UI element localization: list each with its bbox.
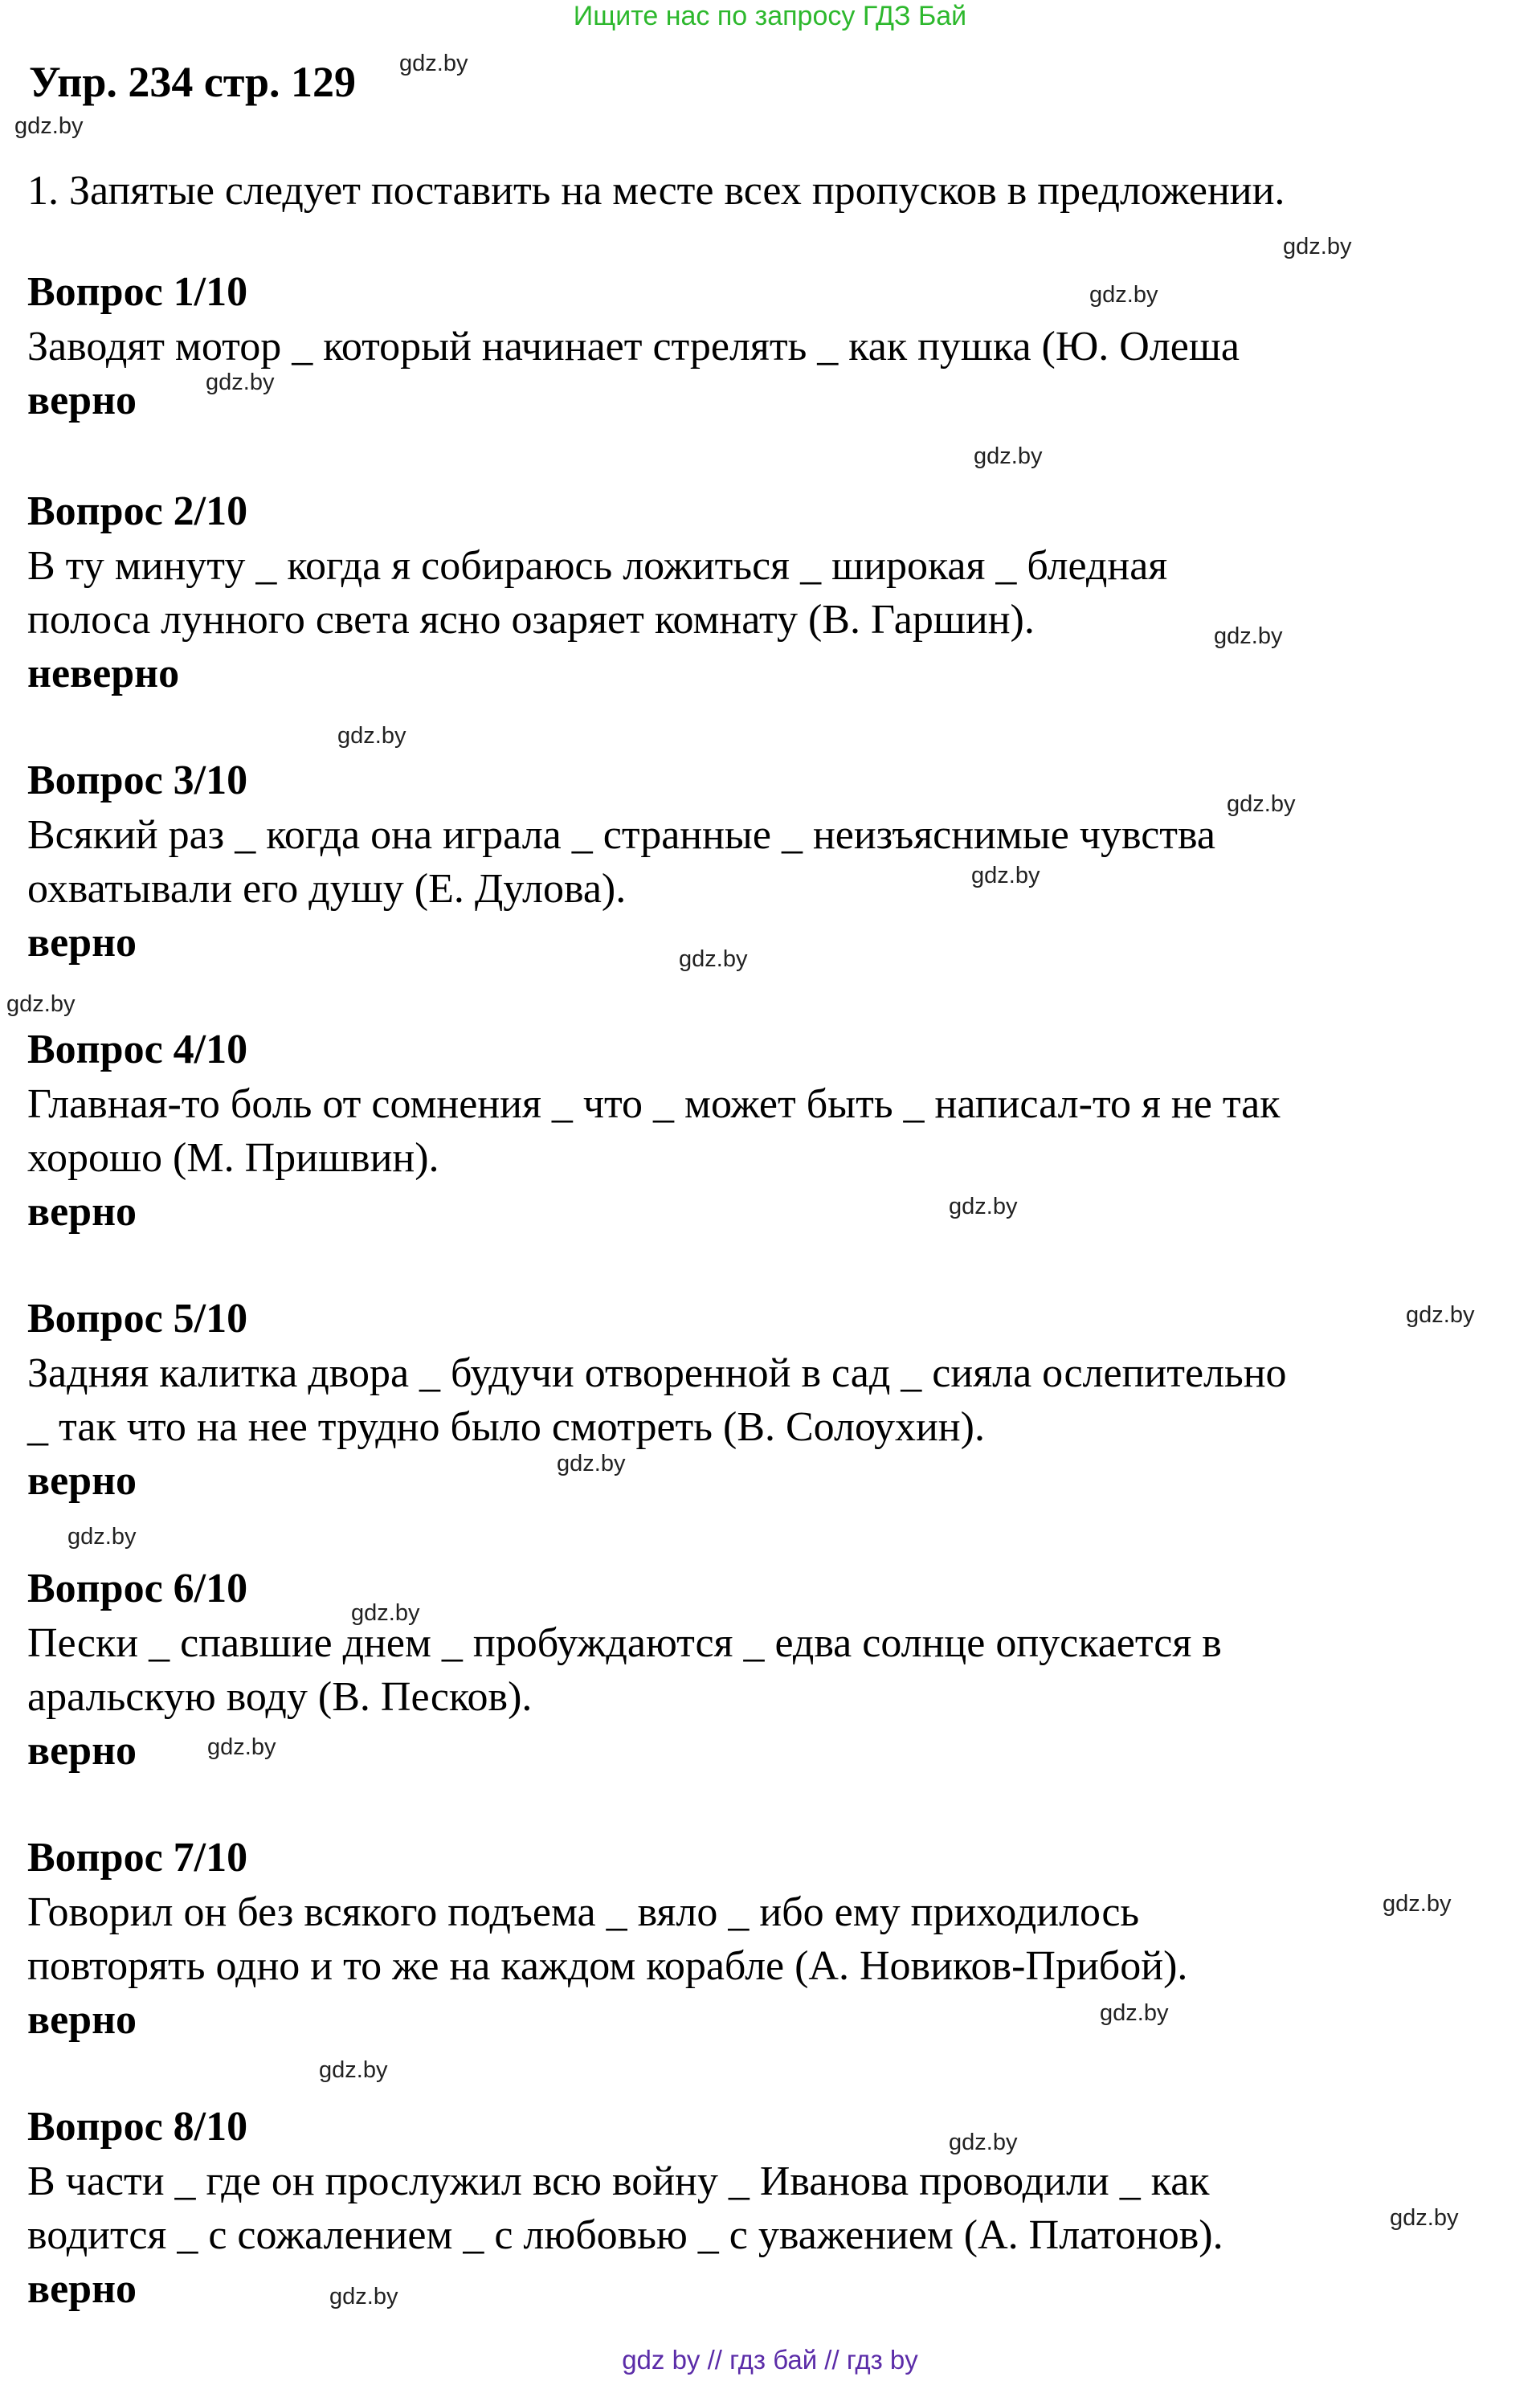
watermark: gdz.by [1100, 2000, 1169, 2026]
question-block [27, 2100, 1489, 2317]
watermark: gdz.by [949, 2130, 1018, 2155]
watermark: gdz.by [1227, 791, 1296, 817]
watermark: gdz.by [557, 1451, 626, 1476]
watermark: gdz.by [207, 1734, 276, 1760]
question-line: полоса лунного света ясно озаряет комнату (В. Гаршин). [27, 597, 1035, 643]
watermark: gdz.by [399, 51, 468, 76]
watermark: gdz.by [1406, 1302, 1475, 1328]
question-heading: Вопрос 2/10 [27, 488, 248, 534]
answer-verdict: верно [27, 1458, 137, 1504]
watermark: gdz.by [319, 2057, 388, 2083]
question-text [27, 1077, 1489, 1185]
question-line: Всякий раз _ когда она играла _ странные _ неизъяснимые чувства [27, 812, 1215, 858]
answer-verdict: верно [27, 1189, 137, 1235]
watermark: gdz.by [329, 2284, 398, 2310]
question-line: охватывали его душу (Е. Дулова). [27, 866, 627, 912]
question-block [27, 1023, 1489, 1240]
question-block [27, 265, 1489, 428]
question-line: В ту минуту _ когда я собираюсь ложиться _ широкая _ бледная [27, 543, 1168, 589]
question-line: водится _ с сожалением _ с любовью _ с уважением (А. Платонов). [27, 2212, 1223, 2258]
question-text [27, 1885, 1489, 1993]
question-line: Главная-то боль от сомнения _ что _ может быть _ написал-то я не так [27, 1081, 1281, 1127]
watermark: gdz.by [6, 991, 76, 1017]
question-heading: Вопрос 3/10 [27, 758, 248, 803]
question-line: Говорил он без всякого подъема _ вяло _ ибо ему приходилось [27, 1889, 1140, 1935]
answer-verdict: верно [27, 2266, 137, 2312]
watermark: gdz.by [206, 370, 275, 395]
question-block [27, 754, 1489, 970]
question-text [27, 320, 1489, 374]
question-text [27, 2154, 1489, 2262]
question-text [27, 1346, 1489, 1454]
footer-links: gdz by // гдз бай // гдз by [622, 2345, 918, 2375]
question-heading: Вопрос 5/10 [27, 1296, 248, 1342]
watermark: gdz.by [337, 723, 406, 749]
question-line: _ так что на нее трудно было смотреть (В. Солоухин). [27, 1404, 985, 1450]
watermark: gdz.by [1283, 234, 1352, 259]
watermark: gdz.by [971, 863, 1040, 888]
watermark: gdz.by [1214, 623, 1283, 649]
intro-text: 1. Запятые следует поставить на месте всех пропусков в предложении. [27, 168, 1285, 214]
question-heading: Вопрос 6/10 [27, 1566, 248, 1611]
question-text [27, 1616, 1489, 1724]
question-heading: Вопрос 8/10 [27, 2104, 248, 2150]
watermark: gdz.by [67, 1524, 137, 1550]
question-line: Заводят мотор _ который начинает стрелять _ как пушка (Ю. Олеша [27, 324, 1240, 370]
answer-verdict: верно [27, 1997, 137, 2043]
question-heading: Вопрос 1/10 [27, 269, 248, 315]
answer-verdict: верно [27, 920, 137, 966]
question-line: хорошо (М. Пришвин). [27, 1135, 439, 1181]
question-line: Пески _ спавшие днем _ пробуждаются _ едва солнце опускается в [27, 1620, 1222, 1666]
question-block [27, 484, 1489, 701]
page-title: Упр. 234 стр. 129 [29, 58, 357, 106]
question-line: Задняя калитка двора _ будучи отворенной в сад _ сияла ослепительно [27, 1350, 1287, 1396]
answer-verdict: верно [27, 378, 137, 423]
watermark: gdz.by [1383, 1891, 1452, 1917]
watermark: gdz.by [949, 1194, 1018, 1219]
answer-verdict: неверно [27, 651, 180, 696]
watermark: gdz.by [679, 946, 748, 972]
question-line: аральскую воду (В. Песков). [27, 1674, 533, 1720]
watermark: gdz.by [1089, 282, 1158, 308]
watermark: gdz.by [974, 443, 1043, 469]
question-line: повторять одно и то же на каждом корабле (А. Новиков-Прибой). [27, 1943, 1188, 1989]
watermark: gdz.by [14, 113, 84, 139]
answer-verdict: верно [27, 1728, 137, 1774]
question-line: В части _ где он прослужил всю войну _ Иванова проводили _ как [27, 2158, 1210, 2204]
top-banner: Ищите нас по запросу ГДЗ Бай [573, 1, 967, 31]
question-heading: Вопрос 4/10 [27, 1027, 248, 1072]
watermark: gdz.by [351, 1600, 420, 1626]
question-block [27, 1292, 1489, 1509]
question-heading: Вопрос 7/10 [27, 1835, 248, 1881]
question-block [27, 1831, 1489, 2048]
question-text [27, 808, 1489, 916]
watermark: gdz.by [1390, 2205, 1459, 2231]
